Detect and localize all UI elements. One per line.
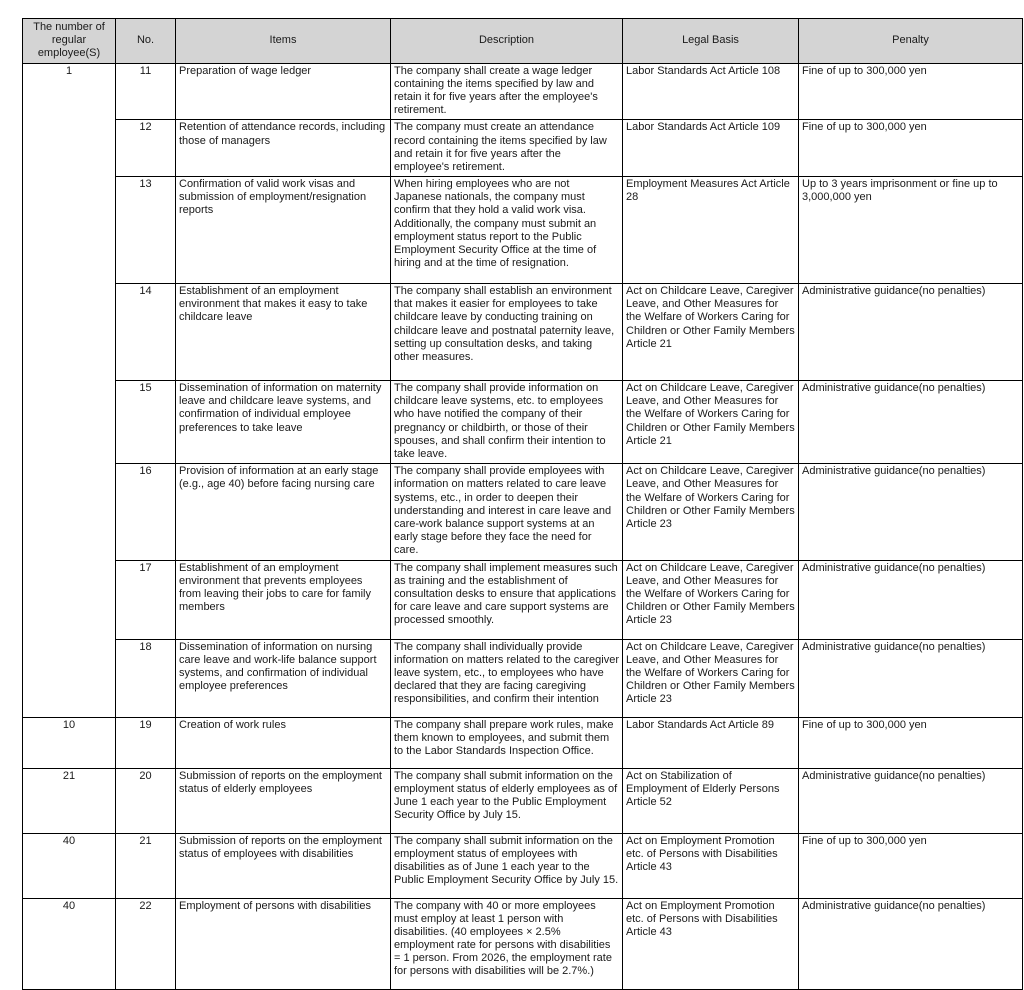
items-cell: Submission of reports on the employment status of elderly employees bbox=[176, 768, 391, 833]
penalty-cell: Fine of up to 300,000 yen bbox=[799, 63, 1023, 120]
table-row bbox=[23, 898, 1023, 989]
no-cell: 22 bbox=[116, 898, 176, 989]
penalty-cell: Administrative guidance(no penalties) bbox=[799, 381, 1023, 464]
legal-basis-cell: Act on Childcare Leave, Caregiver Leave, and Other Measures for the Welfare of Workers Caring for Children or Other Family Members Article 23 bbox=[623, 560, 799, 639]
no-cell: 16 bbox=[116, 464, 176, 560]
compliance-table bbox=[22, 18, 1023, 990]
legal-basis-cell: Labor Standards Act Article 109 bbox=[623, 120, 799, 177]
table-row bbox=[23, 177, 1023, 284]
items-cell: Retention of attendance records, including those of managers bbox=[176, 120, 391, 177]
no-cell: 18 bbox=[116, 639, 176, 717]
header-penalty: Penalty bbox=[799, 19, 1023, 64]
description-cell: The company with 40 or more employees must employ at least 1 person with disabilities. (40 employees × 2.5% employment rate for persons with disabilities = 1 person. From 2026, the employment rate for persons with disabilities will be 2.7%.) bbox=[391, 898, 623, 989]
header-items: Items bbox=[176, 19, 391, 64]
description-cell: The company shall provide employees with information on matters related to care leave systems, etc., in order to deepen their understanding and interest in care leave and care-work balance support systems at an early stage before they face the need for care. bbox=[391, 464, 623, 560]
items-cell: Creation of work rules bbox=[176, 717, 391, 768]
table-row bbox=[23, 63, 1023, 120]
description-cell: The company shall create a wage ledger containing the items specified by law and retain it for five years after the employee's retirement. bbox=[391, 63, 623, 120]
items-cell: Provision of information at an early stage (e.g., age 40) before facing nursing care bbox=[176, 464, 391, 560]
header-row bbox=[23, 19, 1023, 64]
table-row bbox=[23, 120, 1023, 177]
items-cell: Preparation of wage ledger bbox=[176, 63, 391, 120]
description-cell: The company shall prepare work rules, make them known to employees, and submit them to the Labor Standards Inspection Office. bbox=[391, 717, 623, 768]
legal-basis-cell: Act on Stabilization of Employment of Elderly Persons Article 52 bbox=[623, 768, 799, 833]
legal-basis-cell: Employment Measures Act Article 28 bbox=[623, 177, 799, 284]
no-cell: 21 bbox=[116, 833, 176, 898]
description-cell: The company must create an attendance record containing the items specified by law and retain it for five years after the employee's retirement. bbox=[391, 120, 623, 177]
legal-basis-cell: Act on Childcare Leave, Caregiver Leave, and Other Measures for the Welfare of Workers Caring for Children or Other Family Members Article 23 bbox=[623, 639, 799, 717]
no-cell: 14 bbox=[116, 284, 176, 381]
header-legal-basis: Legal Basis bbox=[623, 19, 799, 64]
legal-basis-cell: Act on Employment Promotion etc. of Persons with Disabilities Article 43 bbox=[623, 833, 799, 898]
employee-count-cell: 21 bbox=[23, 768, 116, 833]
penalty-cell: Administrative guidance(no penalties) bbox=[799, 898, 1023, 989]
no-cell: 17 bbox=[116, 560, 176, 639]
items-cell: Confirmation of valid work visas and submission of employment/resignation reports bbox=[176, 177, 391, 284]
description-cell: The company shall submit information on the employment status of employees with disabilities as of June 1 each year to the Public Employment Security Office by July 15. bbox=[391, 833, 623, 898]
no-cell: 15 bbox=[116, 381, 176, 464]
header-description: Description bbox=[391, 19, 623, 64]
items-cell: Dissemination of information on nursing care leave and work-life balance support systems, and confirmation of individual employee preferences bbox=[176, 639, 391, 717]
no-cell: 20 bbox=[116, 768, 176, 833]
table-row bbox=[23, 381, 1023, 464]
legal-basis-cell: Act on Employment Promotion etc. of Persons with Disabilities Article 43 bbox=[623, 898, 799, 989]
items-cell: Dissemination of information on maternity leave and childcare leave systems, and confirmation of individual employee preferences to take leave bbox=[176, 381, 391, 464]
table-row bbox=[23, 639, 1023, 717]
penalty-cell: Fine of up to 300,000 yen bbox=[799, 717, 1023, 768]
items-cell: Submission of reports on the employment status of employees with disabilities bbox=[176, 833, 391, 898]
description-cell: The company shall submit information on the employment status of elderly employees as of June 1 each year to the Public Employment Security Office by July 15. bbox=[391, 768, 623, 833]
description-cell: The company shall provide information on childcare leave systems, etc. to employees who have notified the company of their pregnancy or childbirth, or those of their spouses, and shall confirm their intention to take leave. bbox=[391, 381, 623, 464]
table-row bbox=[23, 464, 1023, 560]
description-cell: The company shall individually provide information on matters related to the caregiver leave system, etc., to employees who have declared that they are facing caregiving responsibilities, and confirm their intention bbox=[391, 639, 623, 717]
penalty-cell: Administrative guidance(no penalties) bbox=[799, 284, 1023, 381]
table-row bbox=[23, 284, 1023, 381]
legal-basis-cell: Act on Childcare Leave, Caregiver Leave, and Other Measures for the Welfare of Workers Caring for Children or Other Family Members Article 21 bbox=[623, 381, 799, 464]
legal-basis-cell: Act on Childcare Leave, Caregiver Leave, and Other Measures for the Welfare of Workers Caring for Children or Other Family Members Article 23 bbox=[623, 464, 799, 560]
header-no: No. bbox=[116, 19, 176, 64]
table-row bbox=[23, 560, 1023, 639]
employee-count-cell: 40 bbox=[23, 833, 116, 898]
penalty-cell: Administrative guidance(no penalties) bbox=[799, 464, 1023, 560]
legal-basis-cell: Labor Standards Act Article 89 bbox=[623, 717, 799, 768]
legal-basis-cell: Act on Childcare Leave, Caregiver Leave, and Other Measures for the Welfare of Workers Caring for Children or Other Family Members Article 21 bbox=[623, 284, 799, 381]
penalty-cell: Up to 3 years imprisonment or fine up to 3,000,000 yen bbox=[799, 177, 1023, 284]
penalty-cell: Fine of up to 300,000 yen bbox=[799, 120, 1023, 177]
table-row bbox=[23, 717, 1023, 768]
items-cell: Establishment of an employment environment that makes it easy to take childcare leave bbox=[176, 284, 391, 381]
penalty-cell: Administrative guidance(no penalties) bbox=[799, 768, 1023, 833]
no-cell: 12 bbox=[116, 120, 176, 177]
header-employees: The number of regular employee(S) bbox=[23, 19, 116, 64]
employee-count-cell: 10 bbox=[23, 717, 116, 768]
penalty-cell: Administrative guidance(no penalties) bbox=[799, 560, 1023, 639]
description-cell: The company shall implement measures such as training and the establishment of consultation desks to ensure that applications for care leave and care support systems are processed smoothly. bbox=[391, 560, 623, 639]
employee-count-cell: 40 bbox=[23, 898, 116, 989]
employee-count-cell: 1 bbox=[23, 63, 116, 717]
no-cell: 11 bbox=[116, 63, 176, 120]
items-cell: Establishment of an employment environment that prevents employees from leaving their jobs to care for family members bbox=[176, 560, 391, 639]
penalty-cell: Fine of up to 300,000 yen bbox=[799, 833, 1023, 898]
items-cell: Employment of persons with disabilities bbox=[176, 898, 391, 989]
no-cell: 13 bbox=[116, 177, 176, 284]
table-row bbox=[23, 768, 1023, 833]
table-row bbox=[23, 833, 1023, 898]
penalty-cell: Administrative guidance(no penalties) bbox=[799, 639, 1023, 717]
legal-basis-cell: Labor Standards Act Article 108 bbox=[623, 63, 799, 120]
description-cell: The company shall establish an environment that makes it easier for employees to take childcare leave by conducting training on childcare leave and postnatal paternity leave, setting up consultation desks, and taking other measures. bbox=[391, 284, 623, 381]
description-cell: When hiring employees who are not Japanese nationals, the company must confirm that they hold a valid work visa. Additionally, the company must submit an employment status report to the Public Employment Security Office at the time of hiring and at the time of resignation. bbox=[391, 177, 623, 284]
no-cell: 19 bbox=[116, 717, 176, 768]
